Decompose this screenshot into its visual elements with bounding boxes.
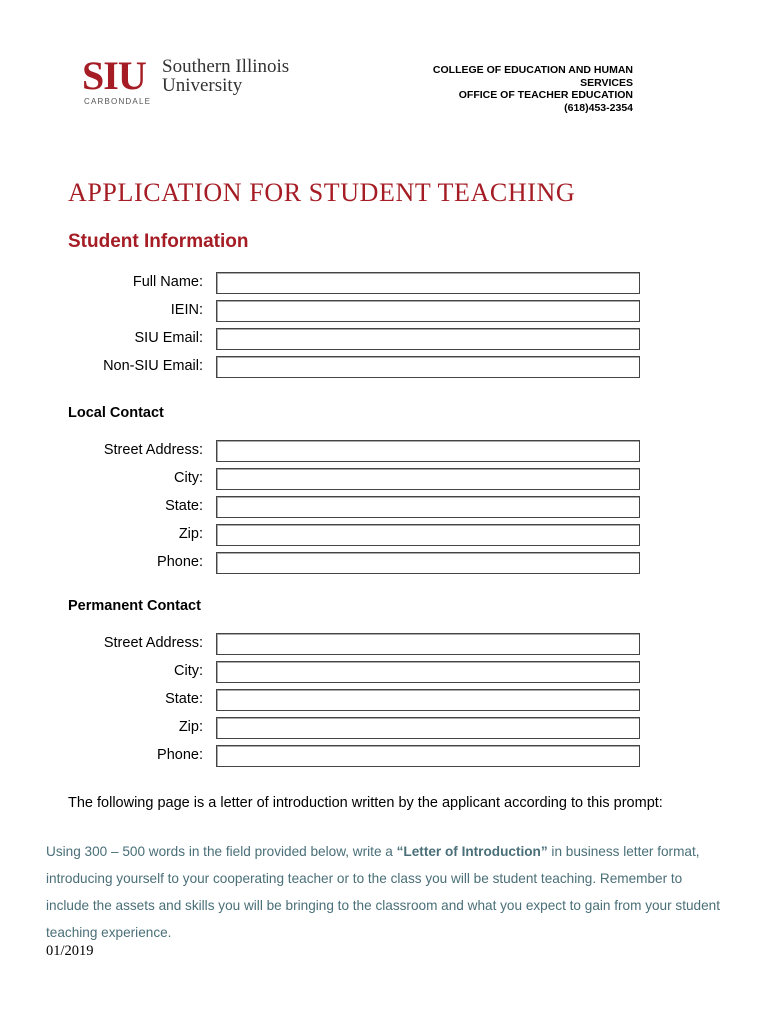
full-name-label: Full Name: bbox=[132, 274, 203, 290]
permanent-zip-field[interactable] bbox=[216, 717, 640, 739]
siu-email-row bbox=[0, 328, 770, 352]
logo-university-name bbox=[162, 57, 289, 95]
header-phone: (618)453-2354 bbox=[564, 101, 633, 114]
logo-campus: CARBONDALE bbox=[84, 97, 152, 106]
permanent-street-row bbox=[0, 633, 770, 657]
permanent-street-label: Street Address: bbox=[103, 635, 203, 651]
permanent-phone-field[interactable] bbox=[216, 745, 640, 767]
header-line1: COLLEGE OF EDUCATION AND HUMAN bbox=[432, 64, 633, 76]
permanent-city-label: City: bbox=[174, 663, 203, 679]
permanent-phone-label: Phone: bbox=[157, 747, 203, 763]
full-name-row bbox=[0, 272, 770, 296]
siu-email-label: SIU Email: bbox=[134, 330, 203, 346]
revision-date: 01/2019 bbox=[46, 943, 94, 959]
prompt-text: The following page is a letter of introduction written by the applicant according to this prompt: bbox=[68, 795, 663, 811]
non-siu-email-row bbox=[0, 356, 770, 380]
siu-logo bbox=[82, 53, 312, 112]
local-phone-label: Phone: bbox=[157, 554, 203, 570]
permanent-state-field[interactable] bbox=[216, 689, 640, 711]
local-state-label: State: bbox=[165, 498, 203, 514]
student-information-heading: Student Information bbox=[68, 231, 249, 252]
local-zip-row bbox=[0, 524, 770, 548]
local-zip-field[interactable] bbox=[216, 524, 640, 546]
local-street-field[interactable] bbox=[216, 440, 640, 462]
local-city-row bbox=[0, 468, 770, 492]
permanent-zip-label: Zip: bbox=[178, 719, 203, 735]
local-phone-row bbox=[0, 552, 770, 576]
local-city-field[interactable] bbox=[216, 468, 640, 490]
logo-name-line1: Southern Illinois bbox=[162, 56, 290, 77]
local-contact-heading: Local Contact bbox=[68, 405, 164, 421]
local-phone-field[interactable] bbox=[216, 552, 640, 574]
permanent-zip-row bbox=[0, 717, 770, 741]
logo-mark: SIU bbox=[82, 53, 146, 98]
permanent-city-field[interactable] bbox=[216, 661, 640, 683]
office-header bbox=[433, 64, 633, 114]
header-line3: OFFICE OF TEACHER EDUCATION bbox=[458, 89, 633, 101]
header-line2: SERVICES bbox=[580, 76, 633, 89]
letter-instructions bbox=[46, 838, 726, 946]
siu-email-field[interactable] bbox=[216, 328, 640, 350]
non-siu-email-label: Non-SIU Email: bbox=[103, 358, 203, 374]
instructions-part2: in business letter format, introducing yourself to your cooperating teacher or to the class you will be student teaching. Remember to include the assets and skills you will be bringing to the classroom and what you expect to gain from your student teaching experience. bbox=[46, 844, 721, 940]
instructions-emphasis: “Letter of Introduction” bbox=[396, 844, 548, 859]
permanent-phone-row bbox=[0, 745, 770, 769]
local-street-label: Street Address: bbox=[103, 442, 203, 458]
full-name-field[interactable] bbox=[216, 272, 640, 294]
iein-row bbox=[0, 300, 770, 324]
iein-label: IEIN: bbox=[170, 302, 203, 318]
instructions-part1: Using 300 – 500 words in the field provided below, write a bbox=[46, 844, 397, 859]
permanent-state-row bbox=[0, 689, 770, 713]
permanent-street-field[interactable] bbox=[216, 633, 640, 655]
non-siu-email-field[interactable] bbox=[216, 356, 640, 378]
permanent-state-label: State: bbox=[165, 691, 203, 707]
permanent-contact-heading: Permanent Contact bbox=[68, 598, 201, 614]
logo-name-line2: University bbox=[162, 75, 243, 96]
local-state-row bbox=[0, 496, 770, 520]
permanent-city-row bbox=[0, 661, 770, 685]
local-city-label: City: bbox=[174, 470, 203, 486]
local-zip-label: Zip: bbox=[178, 526, 203, 542]
iein-field[interactable] bbox=[216, 300, 640, 322]
page-title: APPLICATION FOR STUDENT TEACHING bbox=[68, 178, 576, 207]
local-state-field[interactable] bbox=[216, 496, 640, 518]
local-street-row bbox=[0, 440, 770, 464]
